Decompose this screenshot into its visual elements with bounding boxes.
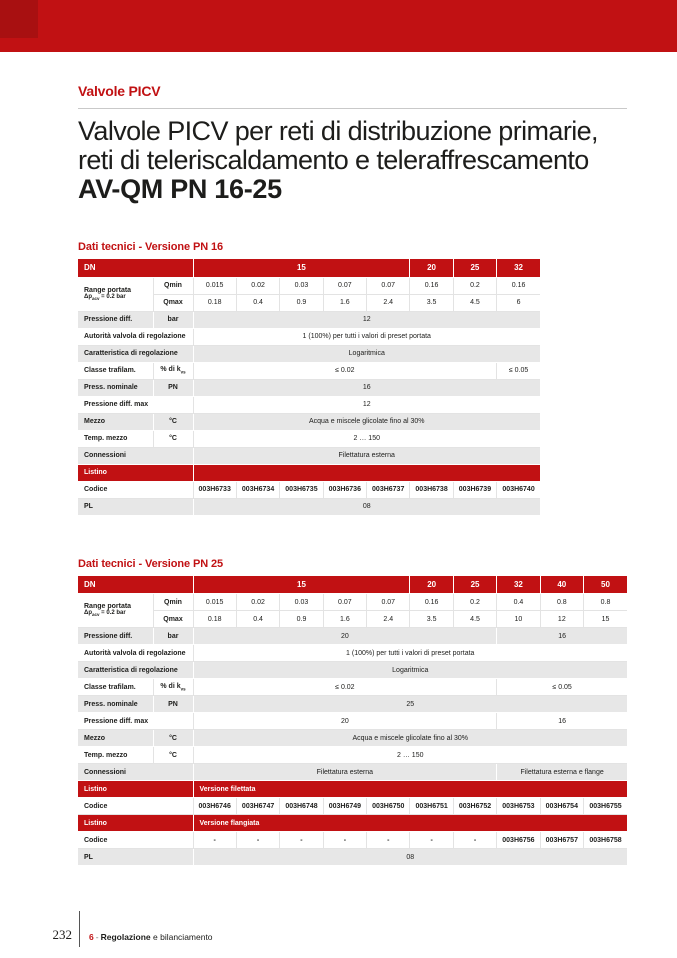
value-cell: ≤ 0.02 xyxy=(193,362,497,379)
value-cell: 2 … 150 xyxy=(193,747,627,764)
table-row xyxy=(78,345,540,362)
row-label: Pressione diff. max xyxy=(78,713,193,730)
value-cell: 12 xyxy=(193,396,540,413)
table-row xyxy=(78,413,540,430)
value-cell: Logaritmica xyxy=(193,345,540,362)
section-heading-pn25: Dati tecnici - Versione PN 25 xyxy=(78,557,224,570)
value-cell: 0.015 xyxy=(193,594,236,611)
value-cell: ≤ 0.02 xyxy=(193,679,497,696)
value-cell: 1.6 xyxy=(323,611,366,628)
dn-size-cell: 40 xyxy=(540,576,583,594)
dn-size-cell: 25 xyxy=(453,576,496,594)
table-row xyxy=(78,764,627,781)
code-cell: 003H6752 xyxy=(453,798,496,815)
value-cell: 0.16 xyxy=(497,277,540,294)
value-cell: 0.18 xyxy=(193,611,236,628)
dn-size-cell: 32 xyxy=(497,576,540,594)
code-cell: 003H6757 xyxy=(540,832,583,849)
code-cell: - xyxy=(280,832,323,849)
footer-divider xyxy=(79,911,80,947)
row-label: Caratteristica di regolazione xyxy=(78,662,193,679)
code-cell: 003H6733 xyxy=(193,481,236,498)
value-cell: 0.02 xyxy=(236,277,279,294)
value-cell: 1 (100%) per tutti i valori di preset portata xyxy=(193,328,540,345)
value-cell: 0.015 xyxy=(193,277,236,294)
code-cell: 003H6739 xyxy=(453,481,496,498)
row-label: Pressione diff. xyxy=(78,311,153,328)
section-pn25 xyxy=(78,558,627,867)
row-label: Autorità valvola di regolazione xyxy=(78,328,193,345)
listino-content xyxy=(193,464,540,481)
row-label xyxy=(78,277,153,311)
row-unit: bar xyxy=(153,311,193,328)
table-row xyxy=(78,798,627,815)
value-cell: 0.02 xyxy=(236,594,279,611)
row-label xyxy=(78,594,153,628)
value-cell: 0.8 xyxy=(540,594,583,611)
dn-size-cell: 15 xyxy=(193,259,410,277)
table-row xyxy=(78,628,627,645)
value-cell: Acqua e miscele glicolate fino al 30% xyxy=(193,413,540,430)
row-unit: °C xyxy=(153,413,193,430)
code-cell: - xyxy=(367,832,410,849)
brand-bar-corner xyxy=(0,0,38,38)
code-cell: - xyxy=(323,832,366,849)
table-header-row xyxy=(78,576,627,594)
table-row xyxy=(78,815,627,832)
row-label: Caratteristica di regolazione xyxy=(78,345,193,362)
row-label: Press. nominale xyxy=(78,379,153,396)
table-row xyxy=(78,498,540,515)
dn-size-cell: 25 xyxy=(453,259,496,277)
row-label: Codice xyxy=(78,832,193,849)
value-cell: 0.07 xyxy=(367,594,410,611)
row-unit: % di $k_{vs}$ xyxy=(153,362,193,379)
row-unit: °C xyxy=(153,730,193,747)
dn-header-cell: DN xyxy=(78,576,193,594)
code-cell: 003H6751 xyxy=(410,798,453,815)
dn-header-cell: DN xyxy=(78,259,193,277)
value-cell: 1 (100%) per tutti i valori di preset portata xyxy=(193,645,627,662)
row-label: Classe trafilam. xyxy=(78,362,153,379)
value-cell: 0.07 xyxy=(323,277,366,294)
value-cell: 0.2 xyxy=(453,594,496,611)
listino-version-label: Versione filettata xyxy=(193,781,627,798)
value-cell: 0.03 xyxy=(280,594,323,611)
footer-chapter-rest: e bilanciamento xyxy=(150,932,213,942)
row-label: Listino xyxy=(78,815,193,832)
value-cell: 0.16 xyxy=(410,594,453,611)
code-cell: 003H6750 xyxy=(367,798,410,815)
dn-size-cell: 20 xyxy=(410,576,453,594)
table-row xyxy=(78,396,540,413)
row-label: PL xyxy=(78,849,193,866)
code-cell: 003H6756 xyxy=(497,832,540,849)
row-label: Mezzo xyxy=(78,730,153,747)
table-row xyxy=(78,645,627,662)
value-cell: 0.8 xyxy=(584,594,627,611)
table-row xyxy=(78,430,540,447)
row-unit: bar xyxy=(153,628,193,645)
row-unit: PN xyxy=(153,379,193,396)
value-cell: Filettatura esterna xyxy=(193,447,540,464)
value-cell: Filettatura esterna e flange xyxy=(497,764,627,781)
code-cell: - xyxy=(453,832,496,849)
table-row xyxy=(78,696,627,713)
value-cell: 20 xyxy=(193,628,497,645)
row-label: Autorità valvola di regolazione xyxy=(78,645,193,662)
table-row xyxy=(78,781,627,798)
code-cell: 003H6748 xyxy=(280,798,323,815)
value-cell: 0.9 xyxy=(280,611,323,628)
eyebrow-title: Valvole PICV xyxy=(78,83,161,99)
value-cell: 3.5 xyxy=(410,611,453,628)
table-row xyxy=(78,713,627,730)
value-cell: 0.2 xyxy=(453,277,496,294)
table-row xyxy=(78,328,540,345)
dn-size-cell: 20 xyxy=(410,259,453,277)
value-cell: 4.5 xyxy=(453,611,496,628)
row-label: Connessioni xyxy=(78,447,193,464)
value-cell: ≤ 0.05 xyxy=(497,362,540,379)
row-label: Mezzo xyxy=(78,413,153,430)
dn-size-cell: 32 xyxy=(497,259,540,277)
row-label: Press. nominale xyxy=(78,696,153,713)
dati-tecnici-table-pn25 xyxy=(78,576,627,867)
value-cell: Acqua e miscele glicolate fino al 30% xyxy=(193,730,627,747)
value-cell: ≤ 0.05 xyxy=(497,679,627,696)
code-cell: 003H6747 xyxy=(236,798,279,815)
code-cell: 003H6740 xyxy=(497,481,540,498)
table-row xyxy=(78,311,540,328)
range-label-line1: Range portata xyxy=(84,286,132,294)
code-cell: 003H6737 xyxy=(367,481,410,498)
section-pn16 xyxy=(78,241,627,516)
value-cell: 08 xyxy=(193,498,540,515)
row-label: Listino xyxy=(78,781,193,798)
table-row xyxy=(78,362,540,379)
row-unit: PN xyxy=(153,696,193,713)
section-heading-pn16: Dati tecnici - Versione PN 16 xyxy=(78,241,224,253)
value-cell: 16 xyxy=(497,628,627,645)
code-cell: 003H6738 xyxy=(410,481,453,498)
value-cell: 0.4 xyxy=(236,611,279,628)
code-cell: 003H6734 xyxy=(236,481,279,498)
value-cell: 10 xyxy=(497,611,540,628)
row-unit: Qmax xyxy=(153,294,193,311)
footer-chapter xyxy=(89,932,213,942)
range-label-line1: Range portata xyxy=(84,603,132,611)
table-row xyxy=(78,447,540,464)
value-cell: 2 … 150 xyxy=(193,430,540,447)
value-cell: Filettatura esterna xyxy=(193,764,497,781)
code-cell: 003H6758 xyxy=(584,832,627,849)
dati-tecnici-table-pn16 xyxy=(78,259,540,516)
value-cell: 0.18 xyxy=(193,294,236,311)
value-cell: 0.4 xyxy=(497,594,540,611)
range-label-line2: $\Delta p_{acv} = 0.2$ bar xyxy=(84,610,126,618)
row-unit: % di $k_{vs}$ xyxy=(153,679,193,696)
code-cell: 003H6749 xyxy=(323,798,366,815)
table-row xyxy=(78,379,540,396)
value-cell: 25 xyxy=(193,696,627,713)
row-label: Connessioni xyxy=(78,764,193,781)
listino-version-label: Versione flangiata xyxy=(193,815,627,832)
footer-chapter-separator: - xyxy=(95,932,99,942)
code-cell: - xyxy=(410,832,453,849)
table-row xyxy=(78,679,627,696)
divider-rule xyxy=(78,108,627,109)
row-label: Listino xyxy=(78,464,193,481)
range-label-line2: $\Delta p_{acv} = 0.2$ bar xyxy=(84,293,126,301)
page-title-line2: reti di teleriscaldamento e teleraffrescamento xyxy=(78,145,589,175)
page-title xyxy=(78,117,627,204)
row-label: Codice xyxy=(78,481,193,498)
page-title-line3: AV-QM PN 16-25 xyxy=(78,174,282,204)
value-cell: 0.07 xyxy=(367,277,410,294)
row-label: Pressione diff. xyxy=(78,628,153,645)
value-cell: 12 xyxy=(193,311,540,328)
page-content xyxy=(78,52,627,866)
value-cell: 20 xyxy=(193,713,497,730)
code-cell: - xyxy=(193,832,236,849)
table-row xyxy=(78,730,627,747)
row-unit: Qmax xyxy=(153,611,193,628)
row-unit: °C xyxy=(153,747,193,764)
code-cell: 003H6753 xyxy=(497,798,540,815)
row-label: Temp. mezzo xyxy=(78,747,153,764)
row-unit: Qmin xyxy=(153,594,193,611)
value-cell: 1.6 xyxy=(323,294,366,311)
value-cell: 15 xyxy=(584,611,627,628)
value-cell: 12 xyxy=(540,611,583,628)
code-cell: 003H6746 xyxy=(193,798,236,815)
value-cell: 4.5 xyxy=(453,294,496,311)
table-row xyxy=(78,594,627,611)
table-row xyxy=(78,662,627,679)
value-cell: 2.4 xyxy=(367,294,410,311)
row-unit: °C xyxy=(153,430,193,447)
value-cell: 0.16 xyxy=(410,277,453,294)
table-row xyxy=(78,611,627,628)
value-cell: 0.07 xyxy=(323,594,366,611)
code-cell: 003H6736 xyxy=(323,481,366,498)
code-cell: 003H6754 xyxy=(540,798,583,815)
row-label: Codice xyxy=(78,798,193,815)
value-cell: 6 xyxy=(497,294,540,311)
table-row xyxy=(78,849,627,866)
footer-page-number: 232 xyxy=(52,927,72,942)
table-header-row xyxy=(78,259,540,277)
value-cell: 3.5 xyxy=(410,294,453,311)
footer-chapter-number: 6 xyxy=(89,932,94,942)
row-label: PL xyxy=(78,498,193,515)
row-unit: Qmin xyxy=(153,277,193,294)
page-title-line1: Valvole PICV per reti di distribuzione primarie, xyxy=(78,116,598,146)
row-label: Temp. mezzo xyxy=(78,430,153,447)
value-cell: 08 xyxy=(193,849,627,866)
code-cell: 003H6755 xyxy=(584,798,627,815)
value-cell: 16 xyxy=(193,379,540,396)
table-row xyxy=(78,832,627,849)
code-cell: - xyxy=(236,832,279,849)
footer-chapter-title: Regolazione xyxy=(100,932,151,942)
value-cell: 0.4 xyxy=(236,294,279,311)
value-cell: 0.03 xyxy=(280,277,323,294)
table-row xyxy=(78,464,540,481)
table-row xyxy=(78,277,540,294)
row-label: Pressione diff. max xyxy=(78,396,193,413)
brand-bar xyxy=(0,0,677,52)
value-cell: 0.9 xyxy=(280,294,323,311)
value-cell: 2.4 xyxy=(367,611,410,628)
value-cell: Logaritmica xyxy=(193,662,627,679)
value-cell: 16 xyxy=(497,713,627,730)
dn-size-cell: 50 xyxy=(584,576,627,594)
dn-size-cell: 15 xyxy=(193,576,410,594)
code-cell: 003H6735 xyxy=(280,481,323,498)
row-label: Classe trafilam. xyxy=(78,679,153,696)
table-row xyxy=(78,481,540,498)
table-row xyxy=(78,747,627,764)
